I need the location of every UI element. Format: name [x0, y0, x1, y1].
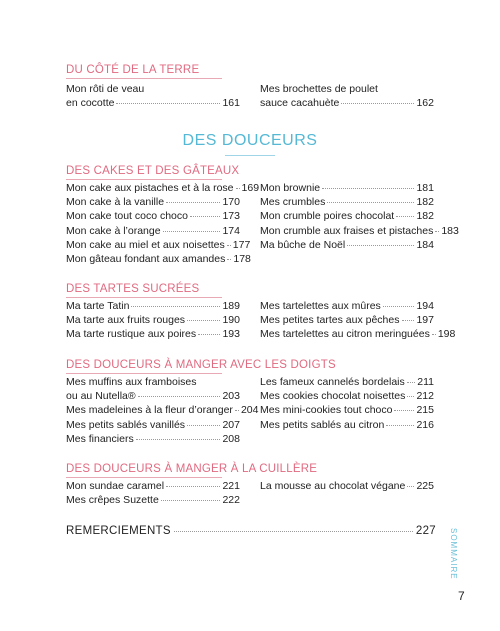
dot-leader — [407, 382, 415, 383]
doigts-left-list — [66, 403, 259, 446]
toc-entry-title: Mon cake à la vanille — [66, 196, 165, 209]
dot-leader — [174, 531, 413, 532]
toc-entry-line: Mes muffins aux framboises — [66, 376, 197, 388]
toc-entry[interactable] — [66, 313, 240, 327]
toc-entry-remerciements[interactable] — [66, 525, 436, 537]
toc-entry[interactable] — [66, 181, 260, 195]
dot-leader — [138, 396, 221, 397]
terre-right-column — [260, 82, 434, 110]
toc-entry-page: 204 — [240, 404, 259, 417]
toc-entry[interactable] — [260, 209, 434, 223]
toc-entry[interactable] — [66, 209, 240, 223]
toc-entry-title: Mon cake au miel et aux noisettes — [66, 238, 225, 251]
toc-entry-page: 182 — [416, 210, 434, 223]
toc-entry-title: Mon cake à l’orange — [66, 224, 161, 237]
toc-entry[interactable] — [66, 403, 259, 417]
toc-entry-page: 222 — [222, 494, 240, 507]
dot-leader — [116, 103, 220, 104]
toc-entry[interactable] — [260, 195, 434, 209]
toc-entry-line: Mon rôti de veau — [66, 83, 145, 95]
toc-entry-title: Mes financiers — [66, 432, 134, 445]
toc-entry-title: Mes tartelettes au citron meringuées — [260, 328, 430, 341]
tartes-right-column — [260, 299, 456, 342]
toc-entry-page: 170 — [222, 196, 240, 209]
terre-left-column — [66, 82, 240, 110]
toc-entry-page: 174 — [222, 224, 240, 237]
toc-entry-title: Mon cake tout coco choco — [66, 210, 188, 223]
dot-leader — [407, 486, 414, 487]
dot-leader — [432, 334, 436, 335]
dot-leader — [190, 216, 220, 217]
dot-leader — [386, 425, 414, 426]
toc-entry[interactable] — [260, 96, 434, 110]
dot-leader — [227, 259, 231, 260]
toc-entry-page: 189 — [222, 300, 240, 312]
cuillere-right-column — [260, 479, 434, 493]
toc-entry-page: 161 — [222, 97, 240, 110]
toc-entry-title: REMERCIEMENTS — [66, 525, 171, 537]
toc-entry[interactable] — [260, 479, 434, 493]
toc-entry[interactable] — [66, 418, 240, 432]
toc-entry-line: Mes brochettes de poulet — [260, 83, 378, 95]
dot-leader — [187, 320, 220, 321]
section-title-terre: DU CÔTÉ DE LA TERRE — [66, 63, 446, 77]
toc-entry-page: 193 — [222, 328, 240, 341]
dot-leader — [435, 231, 439, 232]
toc-entry-page: 225 — [416, 480, 434, 492]
dot-leader — [166, 202, 220, 203]
cakes-right-column — [260, 181, 459, 252]
toc-entry-title: Mon sundae caramel — [66, 480, 165, 492]
toc-entry-title: Mon gâteau fondant aux amandes — [66, 253, 226, 266]
toc-entry-title: Ma tarte rustique aux poires — [66, 328, 197, 341]
dot-leader — [136, 439, 221, 440]
dot-leader — [187, 425, 220, 426]
section-title-cuillere: DES DOUCEURS À MANGER À LA CUILLÈRE — [66, 462, 446, 476]
toc-entry[interactable] — [66, 479, 240, 493]
toc-entry-title: Mes crêpes Suzette — [66, 494, 159, 507]
dot-leader — [198, 334, 220, 335]
toc-entry-page: 178 — [233, 253, 251, 266]
dot-leader — [394, 410, 414, 411]
dot-leader — [396, 216, 414, 217]
toc-entry-page: 182 — [416, 196, 434, 209]
toc-entry-page: 169 — [241, 182, 260, 194]
toc-entry[interactable] — [260, 418, 434, 432]
toc-entry[interactable] — [66, 389, 240, 403]
toc-entry-page: 184 — [416, 238, 434, 251]
dot-leader — [407, 396, 414, 397]
toc-entry-title: Ma tarte Tatin — [66, 300, 130, 312]
toc-entry-title: Mes crumbles — [260, 196, 326, 209]
dot-leader — [227, 245, 231, 246]
toc-entry[interactable] — [66, 327, 240, 341]
dot-leader — [131, 306, 220, 307]
toc-entry-page: 173 — [222, 210, 240, 223]
toc-entry-title: La mousse au chocolat végane — [260, 480, 406, 492]
toc-entry-page: 198 — [437, 328, 456, 341]
toc-entry[interactable] — [66, 238, 251, 252]
toc-entry-title: Mes tartelettes aux mûres — [260, 300, 381, 312]
doigts-left-column — [66, 375, 259, 446]
toc-entry-title: Mes madeleines à la fleur d’oranger — [66, 404, 233, 417]
doigts-right-column — [260, 375, 434, 432]
toc-entry[interactable] — [260, 181, 434, 195]
toc-entry-page: 190 — [222, 314, 240, 327]
toc-entry-title: en cocotte — [66, 97, 115, 110]
toc-entry-title: Mon crumble poires chocolat — [260, 210, 395, 223]
toc-entry[interactable] — [260, 313, 434, 327]
toc-entry-page: 203 — [222, 390, 240, 403]
toc-entry-title: Mon cake aux pistaches et à la rose — [66, 182, 234, 194]
dot-leader — [347, 245, 414, 246]
dot-leader — [402, 320, 415, 321]
toc-entry-title: Mes cookies chocolat noisettes — [260, 390, 406, 403]
toc-entry-page: 211 — [417, 376, 434, 388]
toc-entry[interactable] — [66, 96, 240, 110]
toc-entry-page: 183 — [441, 224, 459, 237]
toc-entry[interactable] — [66, 252, 251, 266]
dot-leader — [341, 103, 414, 104]
toc-entry[interactable] — [260, 327, 456, 341]
toc-entry-title: Mon brownie — [260, 182, 321, 194]
toc-entry-page: 194 — [416, 300, 434, 312]
toc-entry[interactable] — [66, 299, 240, 313]
toc-entry-title: Ma bûche de Noël — [260, 238, 346, 251]
dot-leader — [161, 500, 221, 501]
toc-entry[interactable] — [66, 224, 240, 238]
dot-leader — [383, 306, 415, 307]
section-title-tartes: DES TARTES SUCRÉES — [66, 282, 446, 296]
dot-leader — [166, 486, 220, 487]
toc-entry[interactable] — [260, 238, 434, 252]
toc-entry[interactable] — [260, 389, 434, 403]
toc-entry[interactable] — [66, 432, 240, 446]
toc-entry-title: Mes petits sablés vanillés — [66, 418, 186, 431]
toc-entry-page: 215 — [416, 404, 434, 417]
tartes-left-column — [66, 299, 240, 342]
dot-leader — [322, 188, 414, 189]
dot-leader — [163, 231, 221, 232]
cakes-left-column — [66, 181, 260, 266]
section-title-cakes: DES CAKES ET DES GÂTEAUX — [66, 164, 446, 178]
toc-entry-page: 181 — [416, 182, 434, 194]
toc-entry-page: 216 — [416, 418, 434, 431]
chapter-title: DES DOUCEURS — [182, 132, 318, 149]
section-title-doigts: DES DOUCEURS À MANGER AVEC LES DOIGTS — [66, 358, 446, 372]
toc-entry-page: 227 — [415, 525, 436, 537]
toc-entry-title: Mes mini-cookies tout choco — [260, 404, 393, 417]
toc-entry-page: 162 — [416, 97, 434, 110]
dot-leader — [236, 188, 240, 189]
toc-entry-page: 207 — [222, 418, 240, 431]
toc-entry-title: sauce cacahuète — [260, 97, 340, 110]
toc-entry-page: 177 — [232, 238, 251, 251]
toc-entry[interactable] — [260, 375, 434, 389]
toc-entry[interactable] — [66, 493, 240, 507]
toc-entry-title: Mon crumble aux fraises et pistaches — [260, 224, 434, 237]
toc-entry-title: Les fameux cannelés bordelais — [260, 376, 405, 388]
toc-entry-title: ou au Nutella® — [66, 390, 136, 403]
toc-entry-title: Mes petits sablés au citron — [260, 418, 385, 431]
cuillere-left-column — [66, 479, 240, 507]
toc-entry-page: 208 — [222, 432, 240, 445]
page-number: 7 — [458, 589, 465, 603]
side-label-sommaire: SOMMAIRE — [449, 528, 458, 580]
toc-entry-page: 197 — [416, 314, 434, 327]
toc-entry-page: 212 — [416, 390, 434, 403]
dot-leader — [235, 410, 239, 411]
toc-entry-title: Ma tarte aux fruits rouges — [66, 314, 186, 327]
dot-leader — [327, 202, 414, 203]
toc-entry[interactable] — [66, 195, 240, 209]
toc-entry-page: 221 — [222, 480, 240, 492]
toc-entry[interactable] — [260, 224, 459, 238]
toc-entry-title: Mes petites tartes aux pêches — [260, 314, 400, 327]
chapter-title-underline — [225, 155, 275, 156]
toc-entry[interactable] — [260, 299, 434, 313]
toc-entry[interactable] — [260, 403, 434, 417]
